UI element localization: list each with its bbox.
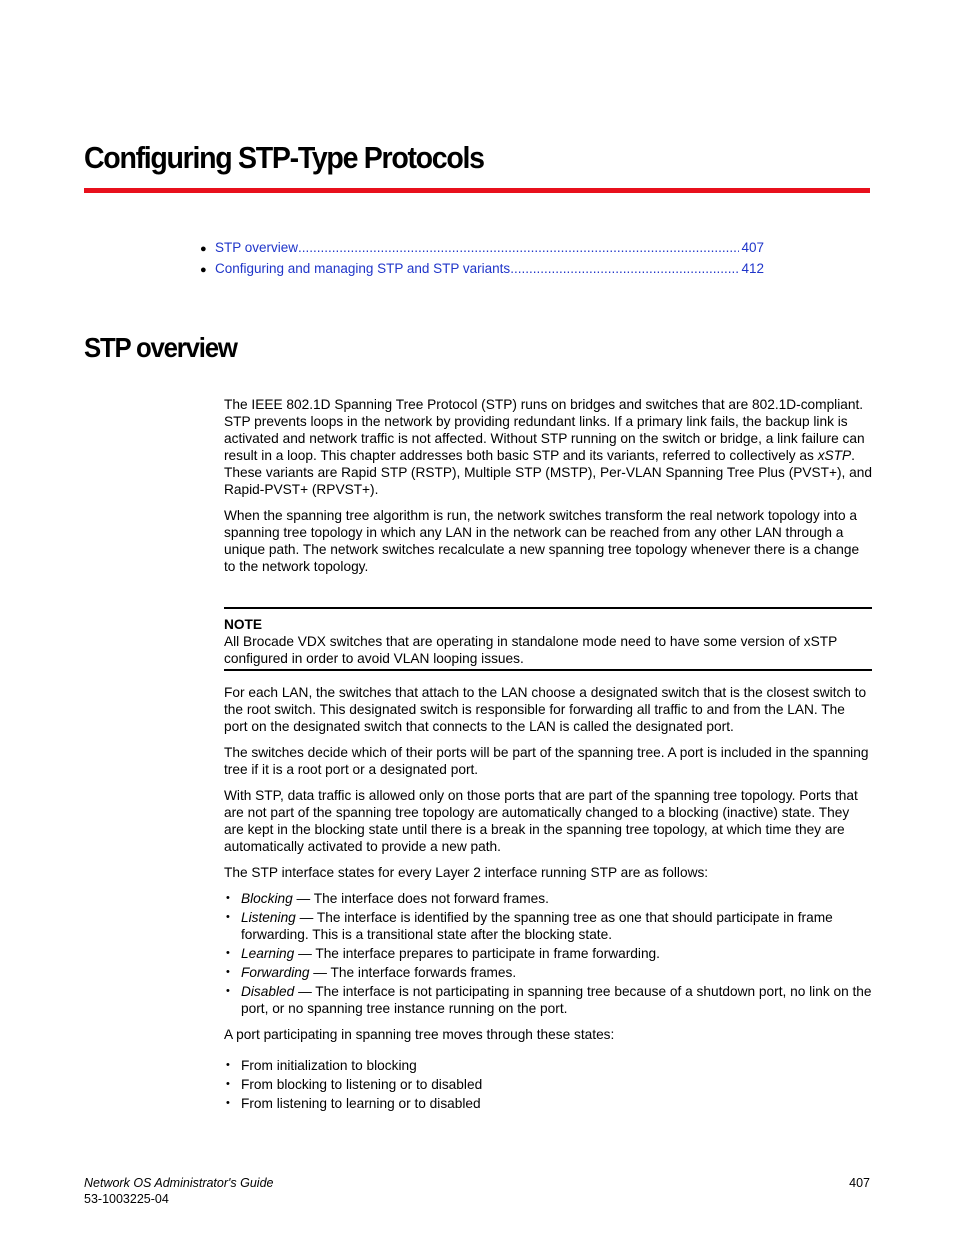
state-transitions-list (224, 1057, 872, 1112)
toc-page-number: 407 (741, 240, 764, 255)
list-item: • Forwarding — The interface forwards frames. (224, 964, 872, 981)
note-text: All Brocade VDX switches that are operating in standalone mode need to have some version of xSTP configured in order to avoid VLAN looping issues. (224, 634, 837, 666)
footer-left (84, 1175, 273, 1207)
paragraph: When the spanning tree algorithm is run, the network switches transform the real network topology into a spanning tree topology in which any LAN in the network can be reached from any other LAN through a unique path. The network switches recalculate a new spanning tree topology whenever there is a change to the network topology. (224, 508, 860, 574)
list-item: • Listening — The interface is identified by the spanning tree as one that should participate in frame forwarding. This is a transitional state after the blocking state. (224, 909, 872, 943)
chapter-title: Configuring STP-Type Protocols (84, 140, 484, 175)
list-item: • From initialization to blocking (224, 1057, 872, 1074)
paragraph: The STP interface states for every Layer 2 interface running STP are as follows: (224, 865, 709, 880)
chapter-toc (200, 240, 770, 282)
bullet-icon: ● (200, 264, 207, 276)
note-box (224, 607, 872, 671)
bullet-icon: ● (200, 243, 207, 255)
list-item: • From blocking to listening or to disabled (224, 1076, 872, 1093)
list-item: • Disabled — The interface is not participating in spanning tree because of a shutdown port, no link on the port, or no spanning tree instance running on the port. (224, 983, 872, 1017)
xstp-term: xSTP (817, 448, 852, 463)
footer-doc-number: 53-1003225-04 (84, 1192, 169, 1206)
footer-page-number: 407 (849, 1176, 870, 1190)
paragraph: A port participating in spanning tree moves through these states: (224, 1027, 615, 1042)
toc-link-stp-overview[interactable] (215, 240, 764, 255)
note-title: NOTE (224, 617, 263, 632)
paragraph: For each LAN, the switches that attach to the LAN choose a designated switch that is the closest switch to the root switch. This designated switch is responsible for forwarding all traffic to and from the LAN. The port on the designated switch that connects to the LAN is called the designated port. (224, 685, 867, 734)
list-item: • Blocking — The interface does not forward frames. (224, 890, 872, 907)
interface-states-list (224, 890, 872, 1017)
paragraph: The switches decide which of their ports will be part of the spanning tree. A port is included in the spanning tree if it is a root port or a designated port. (224, 745, 869, 777)
paragraph-intro: The IEEE 802.1D Spanning Tree Protocol (STP) runs on bridges and switches that are 802.1D-compliant. STP prevents loops in the network by providing redundant links. If a primary link fails, the backup link is activated and network traffic is not affected. Without STP running on the switch or bridge, a link failure can result in a loop. This chapter addresses both basic STP and its variants, referred to collectively as xSTP. These variants are Rapid STP (RSTP), Multiple STP (MSTP), Per-VLAN Spanning Tree Plus (PVST+), and Rapid-PVST+ (RPVST+). (224, 397, 872, 497)
footer-guide-title: Network OS Administrator's Guide (84, 1176, 274, 1190)
toc-entry (200, 240, 770, 261)
toc-leader-dots (510, 261, 739, 276)
toc-page-number: 412 (741, 261, 764, 276)
paragraph: With STP, data traffic is allowed only on those ports that are part of the spanning tree topology. Ports that are not part of the spanning tree topology are automatically changed to a blocking (inactive) state. They are kept in the blocking state until there is a break in the spanning tree topology, at which time they are automatically activated to provide a new path. (224, 788, 858, 854)
section-body (224, 396, 872, 1114)
section-title: STP overview (84, 332, 237, 363)
list-item: • Learning — The interface prepares to participate in frame forwarding. (224, 945, 872, 962)
toc-link-configuring-stp[interactable] (215, 261, 764, 276)
toc-leader-dots (298, 240, 739, 255)
chapter-title-rule (84, 188, 870, 193)
toc-link-label: Configuring and managing STP and STP variants (215, 261, 511, 276)
toc-entry (200, 261, 770, 282)
list-item: • From listening to learning or to disabled (224, 1095, 872, 1112)
toc-link-label: STP overview (215, 240, 299, 255)
